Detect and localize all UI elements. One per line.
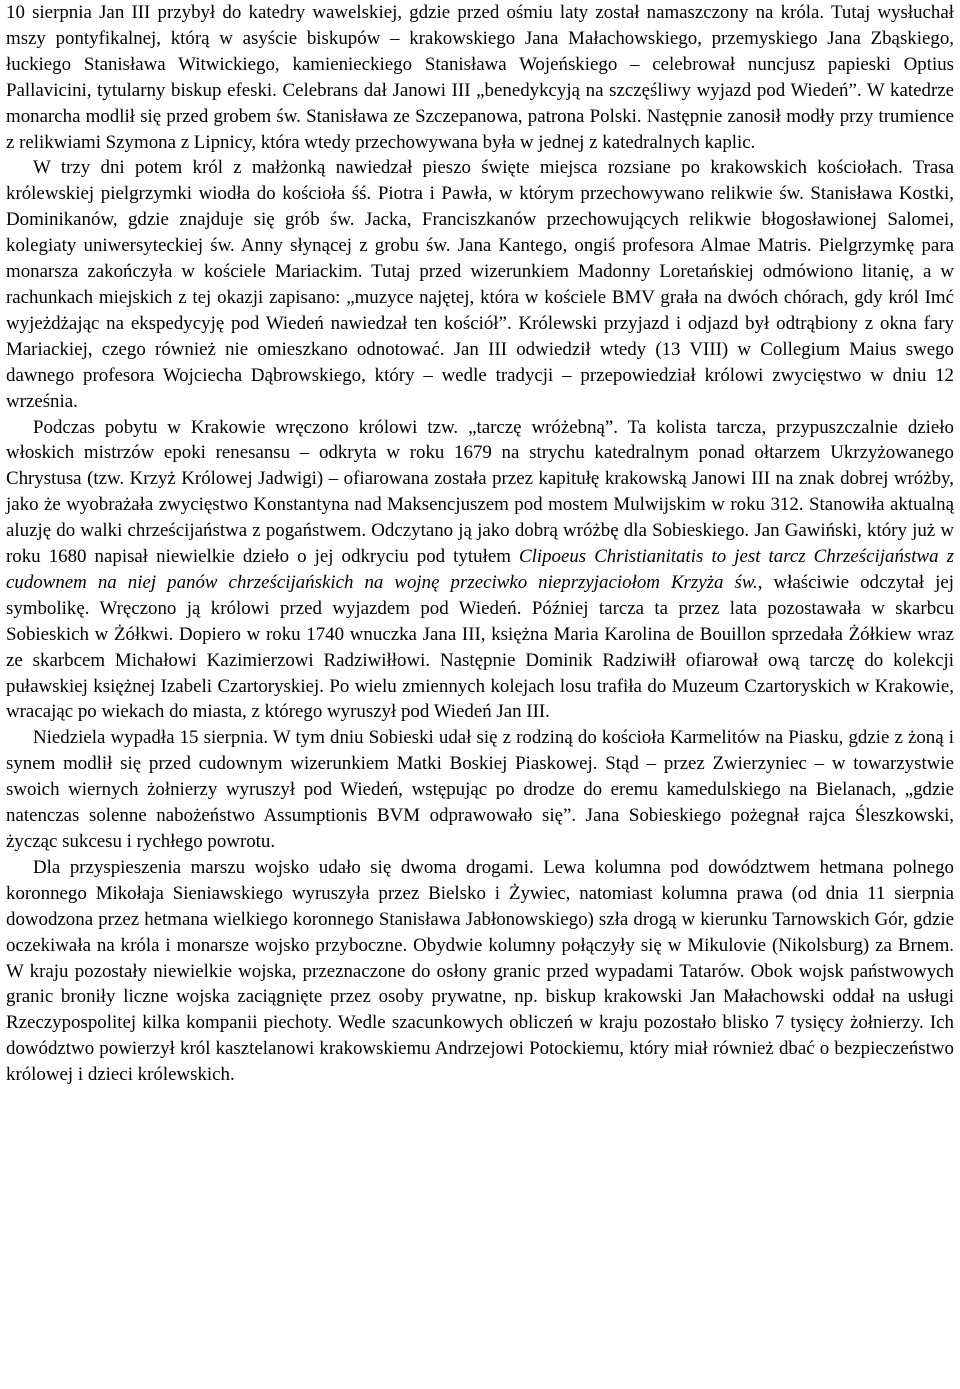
paragraph-text: Dla przyspieszenia marszu wojsko udało się dwoma drogami. Lewa kolumna pod dowództwem hetmana polnego koronnego Mikołaja Sieniawskiego wyruszyła przez Bielsko i Żywiec, natomiast kolumna prawa (od dnia 11 sierpnia dowodzona przez hetmana wielkiego koronnego Stanisława Jabłonowskiego) szła drogą w kierunku Tarnowskich Gór, gdzie oczekiwała na króla i monarsze wojsko przyboczne. Obydwie kolumny połączyły się w Mikulovie (Nikolsburg) za Brnem. W kraju pozostały niewielkie wojska, przeznaczone do osłony granic przed wypadami Tatarów. Obok wojsk państwowych granic broniły liczne wojska zaciągnięte przez osoby prywatne, np. biskup krakowski Jan Małachowski oddał na usługi Rzeczypospolitej kilka kompanii piechoty. Wedle szacunkowych obliczeń w kraju pozostało blisko 7 tysięcy żołnierzy. Ich dowództwo powierzył król kasztelanowi krakowskiemu Andrzejowi Potockiemu, który miał również dbać o bezpieczeństwo królowej i dzieci królewskich. <box>6 856 954 1086</box>
document-body <box>6 0 954 1088</box>
paragraph-text: , właściwie odczytał jej symbolikę. Wręczono ją królowi przed wyjazdem pod Wiedeń. Później tarcza ta przez lata pozostawała w skarbcu Sobieskich w Żółkwi. Dopiero w roku 1740 wnuczka Jana III, księżna Maria Karolina de Bouillon sprzedała Żółkiew wraz ze skarbcem Michałowi Kazimierzowi Radziwiłłowi. Następnie Dominik Radziwiłł ofiarował ową tarczę do kolekcji puławskiej księżnej Izabeli Czartoryskiej. Po wielu zmiennych kolejach losu trafiła do Muzeum Czartoryskich w Krakowie, wracając po wiekach do miasta, z którego wyruszył pod Wiedeń Jan III. <box>6 571 954 723</box>
book-title-italic: Clipoeus Christianitatis to jest tarcz Chrześcijaństwa z cudownem na niej panów chrześcijańskich na wojnę przeciwko nieprzyjaciołom Krzyża św. <box>6 546 954 593</box>
paragraph <box>6 415 954 726</box>
paragraph <box>6 855 954 1088</box>
paragraph <box>6 155 954 414</box>
paragraph-text: Podczas pobytu w Krakowie wręczono królowi tzw. „tarczę wróżebną”. Ta kolista tarcza, przypuszczalnie dzieło włoskich mistrzów epoki renesansu – odkryta w roku 1679 na strychu katedralnym ponad ołtarzem Ukrzyżowanego Chrystusa (tzw. Krzyż Królowej Jadwigi) – ofiarowana została przez kapitułę krakowską Janowi III na znak dobrej wróżby, jako że wyobrażała zwycięstwo Konstantyna nad Maksencjuszem pod mostem Mulwijskim w roku 312. Stanowiła aktualną aluzję do walki chrześcijaństwa z pogaństwem. Odczytano ją jako dobrą wróżbę dla Sobieskiego. Jan Gawiński, który już w roku 1680 napisał niewielkie dzieło o jej odkryciu pod tytułem <box>6 416 954 568</box>
paragraph-text: Niedziela wypadła 15 sierpnia. W tym dniu Sobieski udał się z rodziną do kościoła Karmelitów na Piasku, gdzie z żoną i synem modlił się przed cudownym wizerunkiem Matki Boskiej Piaskowej. Stąd – przez Zwierzyniec – w towarzystwie swoich wiernych żołnierzy wyruszył pod Wiedeń, wstępując po drodze do eremu kamedulskiego na Bielanach, „gdzie natenczas solenne nabożeństwo Assumptionis BVM odprawowało się”. Jana Sobieskiego pożegnał rajca Śleszkowski, życząc sukcesu i rychłego powrotu. <box>6 727 954 852</box>
paragraph-text: 10 sierpnia Jan III przybył do katedry wawelskiej, gdzie przed ośmiu laty został namaszczony na króla. Tutaj wysłuchał mszy pontyfikalnej, którą w asyście biskupów – krakowskiego Jana Małachowskiego, przemyskiego Jana Zbąskiego, łuckiego Stanisława Witwickiego, kamienieckiego Stanisława Wojeńskiego – celebrował nuncjusz papieski Optius Pallavicini, tytularny biskup efeski. Celebrans dał Janowi III „benedykcyją na szczęśliwy wyjazd pod Wiedeń”. W katedrze monarcha modlił się przed grobem św. Stanisława ze Szczepanowa, patrona Polski. Następnie zanosił modły przy trumience z relikwiami Szymona z Lipnicy, która wtedy przechowywana była w jednej z katedralnych kaplic. <box>6 2 954 153</box>
paragraph-text: W trzy dni potem król z małżonką nawiedzał pieszo święte miejsca rozsiane po krakowskich kościołach. Trasa królewskiej pielgrzymki wiodła do kościoła śś. Piotra i Pawła, w którym przechowywano relikwie św. Stanisława Kostki, Dominikanów, gdzie znajduje się grób św. Jacka, Franciszkanów przechowujących relikwie błogosławionej Salomei, kolegiaty uniwersyteckiej św. Anny słynącej z grobu św. Jana Kantego, ongiś profesora Almae Matris. Pielgrzymkę para monarsza zakończyła w kościele Mariackim. Tutaj przed wizerunkiem Madonny Loretańskiej odmówiono litanię, a w rachunkach miejskich z tej okazji zapisano: „muzyce najętej, która w kościele BMV grała na dwóch chórach, gdy król Imć wyjeżdżając na ekspedycyję pod Wiedeń nawiedzał ten kościół”. Królewski przyjazd i odjazd był odtrąbiony z okna fary Mariackiej, czego również nie omieszkano odnotować. Jan III odwiedził wtedy (13 VIII) w Collegium Maius swego dawnego profesora Wojciecha Dąbrowskiego, który – wedle tradycji – przepowiedział królowi zwycięstwo w dniu 12 września. <box>6 157 954 412</box>
paragraph <box>6 725 954 855</box>
paragraph <box>6 0 954 155</box>
